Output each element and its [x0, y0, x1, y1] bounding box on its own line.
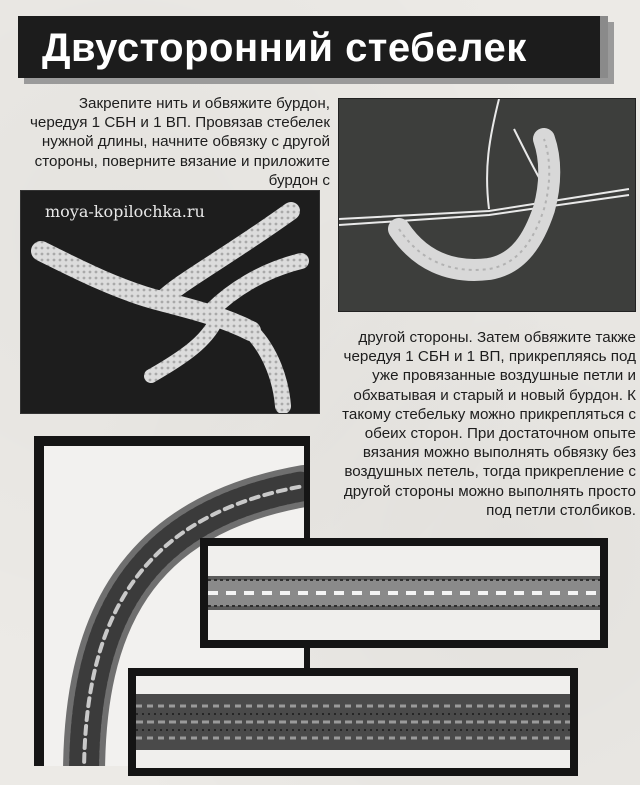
instruction-paragraph-1: Закрепите нить и обвяжите бурдон, чередуя 1 СБН и 1 ВП. Провязав стебелек нужной длины, начните обвязку с другой стороны, поверните вязание и приложите бурдон с	[30, 95, 330, 189]
stitch-band-closeup-photo-2	[128, 668, 578, 776]
watermark-text: moya-kopilochka.ru	[45, 202, 205, 221]
page-title: Двусторонний стебелек	[42, 26, 527, 70]
coral-stem-photo	[20, 190, 320, 414]
title-banner	[18, 16, 608, 78]
instruction-paragraph-2: другой стороны. Затем обвяжите также чередуя 1 СБН и 1 ВП, прикрепляясь под уже провязанные воздушные петли и обхватывая и старый и новый бурдон. К такому стебельку можно прикрепляться с обеих сторон. При достаточном опыте вязания можно выполнять обвязку без воздушных петель, тогда прикрепление с другой стороны можно выполнять просто под петли столбиков.	[342, 329, 636, 519]
stem-in-progress-photo	[338, 98, 636, 312]
stitch-band-closeup-photo-1	[200, 538, 608, 648]
